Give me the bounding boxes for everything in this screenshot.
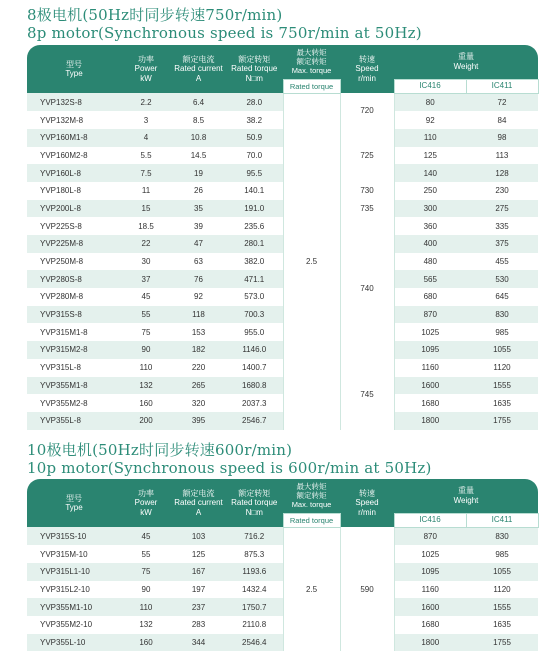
- current-cell: 320: [191, 398, 206, 408]
- model-cell: YVP132M-8: [40, 115, 84, 125]
- weight-ic416-cell: 870: [394, 527, 466, 545]
- current-cell: 14.5: [190, 150, 207, 160]
- power-cell: 45: [121, 527, 171, 545]
- model-cell: YVP355L-8: [27, 412, 121, 430]
- torque-cell: 191.0: [226, 200, 283, 218]
- model-cell: YVP355M2-8: [40, 398, 88, 408]
- power-cell: 2.2: [121, 93, 171, 111]
- weight-ic416-cell: 870: [394, 306, 466, 324]
- weight-ic416-cell: 80: [394, 93, 466, 111]
- weight-ic411-cell: 375: [466, 235, 538, 253]
- weight-ic411-cell: 985: [495, 327, 509, 337]
- torque-cell: 471.1: [226, 270, 283, 288]
- power-cell: 75: [121, 563, 171, 581]
- weight-ic411-cell: 645: [495, 292, 509, 302]
- power-cell: 55: [121, 306, 171, 324]
- torque-cell: 1750.7: [226, 598, 283, 616]
- table-row: [27, 270, 538, 288]
- weight-ic416-cell: 480: [423, 257, 437, 267]
- power-cell: 160: [121, 634, 171, 652]
- weight-ic411-cell: 830: [466, 527, 538, 545]
- weight-ic416-cell: 300: [394, 200, 466, 218]
- torque-cell: 2546.7: [226, 412, 283, 430]
- col-torque-header: 额定转矩 Rated torque N□m: [226, 45, 283, 93]
- torque-cell: 1146.0: [226, 341, 283, 359]
- current-cell: 8.5: [192, 115, 205, 125]
- model-cell: YVP355L-10: [27, 634, 121, 652]
- col-max-torque-header: 最大转矩 额定转矩 Max. torque: [283, 479, 340, 513]
- power-cell: 3: [143, 115, 149, 125]
- table-row: [27, 527, 538, 545]
- model-cell: YVP160L-8: [27, 164, 121, 182]
- current-cell: 182: [171, 341, 226, 359]
- table-row: [27, 129, 538, 147]
- weight-ic416-cell: 1095: [394, 341, 466, 359]
- torque-cell: 700.3: [226, 306, 283, 324]
- model-cell: YVP200L-8: [27, 200, 121, 218]
- table-row: [27, 217, 538, 235]
- model-cell: YVP315L2-10: [40, 584, 90, 594]
- weight-ic411-cell: 1755: [466, 412, 538, 430]
- col-type-header: 型号 Type: [27, 45, 121, 93]
- weight-ic416-cell: 250: [423, 186, 437, 196]
- model-cell: YVP280S-8: [27, 270, 121, 288]
- power-cell: 7.5: [121, 164, 171, 182]
- speed-cell: 735: [340, 200, 394, 218]
- weight-ic411-cell: 985: [495, 549, 509, 559]
- torque-cell: 573.0: [244, 292, 265, 302]
- torque-cell: 38.2: [246, 115, 263, 125]
- weight-ic416-cell: 125: [423, 150, 437, 160]
- col-weight-header: 重量 Weight: [394, 45, 538, 79]
- weight-ic416-cell: 140: [394, 164, 466, 182]
- weight-ic411-cell: 128: [466, 164, 538, 182]
- model-cell: YVP160M1-8: [27, 129, 121, 147]
- weight-ic416-cell: 565: [394, 270, 466, 288]
- col-torque-header: 额定转矩 Rated torque N□m: [226, 479, 283, 527]
- col-ic411-header: IC411: [466, 79, 538, 93]
- torque-cell: 70.0: [246, 150, 263, 160]
- current-cell: 92: [194, 292, 203, 302]
- table-row: [27, 598, 538, 616]
- torque-cell: 875.3: [244, 549, 265, 559]
- weight-ic416-cell: 110: [394, 129, 466, 147]
- weight-ic416-cell: 1025: [421, 549, 440, 559]
- weight-ic411-cell: 230: [495, 186, 509, 196]
- power-cell: 90: [121, 341, 171, 359]
- weight-ic416-cell: 1600: [394, 598, 466, 616]
- model-cell: YVP315S-10: [27, 527, 121, 545]
- weight-ic416-cell: 1095: [394, 563, 466, 581]
- current-cell: 125: [191, 549, 206, 559]
- power-cell: 15: [121, 200, 171, 218]
- power-cell: 160: [139, 398, 153, 408]
- power-cell: 5.5: [140, 150, 152, 160]
- max-torque-ratio-cell: 2.5: [283, 93, 340, 430]
- current-cell: 103: [171, 527, 226, 545]
- current-cell: 167: [171, 563, 226, 581]
- table-row: [27, 164, 538, 182]
- col-speed-header: 转速 Speed r/min: [340, 45, 394, 93]
- col-type-header: 型号 Type: [27, 479, 121, 527]
- weight-ic416-cell: 1680: [421, 398, 440, 408]
- table-row: [27, 323, 538, 341]
- col-rated-torque-subheader: Rated torque: [283, 79, 340, 93]
- col-ic416-header: IC416: [394, 79, 466, 93]
- model-cell: YVP132S-8: [27, 93, 121, 111]
- torque-cell: 1680.8: [226, 377, 283, 395]
- torque-cell: 2037.3: [242, 398, 267, 408]
- current-cell: 63: [194, 257, 203, 267]
- model-cell: YVP225M-8: [27, 235, 121, 253]
- torque-cell: 1432.4: [242, 584, 267, 594]
- model-cell: YVP355M1-10: [27, 598, 121, 616]
- power-cell: 132: [139, 620, 153, 630]
- current-cell: 10.8: [171, 129, 226, 147]
- model-cell: YVP160M2-8: [40, 150, 88, 160]
- weight-ic416-cell: 1025: [421, 327, 440, 337]
- current-cell: 39: [194, 221, 203, 231]
- torque-cell: 280.1: [226, 235, 283, 253]
- max-torque-ratio-cell: 2.5: [283, 527, 340, 651]
- motor-table-8p: [27, 45, 539, 430]
- weight-ic416-cell: 1160: [421, 584, 439, 594]
- current-cell: 220: [191, 363, 206, 373]
- table-row: [27, 394, 538, 412]
- table-row: [27, 581, 538, 599]
- power-cell: 22: [121, 235, 171, 253]
- speed-cell: 725: [340, 129, 394, 182]
- model-cell: YVP355M2-10: [40, 620, 93, 630]
- table-row: [27, 634, 538, 652]
- table-row: [27, 377, 538, 395]
- current-cell: 395: [171, 412, 226, 430]
- power-cell: 132: [121, 377, 171, 395]
- col-speed-header: 转速 Speed r/min: [340, 479, 394, 527]
- col-power-header: 功率 Power kW: [121, 45, 171, 93]
- weight-ic411-cell: 1120: [493, 363, 511, 373]
- current-cell: 76: [171, 270, 226, 288]
- weight-ic411-cell: 72: [466, 93, 538, 111]
- section-title-en: 8p motor(Synchronous speed is 750r/min at 50Hz): [27, 24, 422, 42]
- torque-cell: 50.9: [226, 129, 283, 147]
- current-cell: 26: [194, 186, 203, 196]
- table-row: [27, 253, 538, 271]
- current-cell: 265: [171, 377, 226, 395]
- power-cell: 37: [121, 270, 171, 288]
- power-cell: 11: [141, 186, 151, 196]
- section2-title-en: 10p motor(Synchronous speed is 600r/min at 50Hz): [27, 459, 432, 477]
- weight-ic416-cell: 400: [394, 235, 466, 253]
- model-cell: YVP225S-8: [40, 221, 82, 231]
- table-row: [27, 563, 538, 581]
- weight-ic416-cell: 1600: [394, 377, 466, 395]
- weight-ic411-cell: 1755: [466, 634, 538, 652]
- power-cell: 55: [141, 549, 151, 559]
- model-cell: YVP315L-8: [40, 363, 81, 373]
- weight-ic411-cell: 1055: [466, 341, 538, 359]
- torque-cell: 2546.4: [226, 634, 283, 652]
- col-power-header: 功率 Power kW: [121, 479, 171, 527]
- power-cell: 30: [141, 257, 151, 267]
- table-row: [27, 147, 538, 165]
- weight-ic416-cell: 680: [423, 292, 437, 302]
- current-cell: 47: [171, 235, 226, 253]
- speed-cell: 720: [340, 93, 394, 129]
- weight-ic411-cell: 1555: [466, 377, 538, 395]
- current-cell: 237: [171, 598, 226, 616]
- col-rated-torque-subheader: Rated torque: [283, 513, 340, 527]
- torque-cell: 2110.8: [242, 620, 267, 630]
- weight-ic416-cell: 1680: [421, 620, 440, 630]
- model-cell: YVP250M-8: [40, 257, 84, 267]
- table-row: [27, 111, 538, 129]
- weight-ic416-cell: 360: [423, 221, 437, 231]
- speed-cell: 740: [340, 217, 394, 359]
- torque-cell: 140.1: [244, 186, 265, 196]
- model-cell: YVP280M-8: [40, 292, 84, 302]
- model-cell: YVP180L-8: [40, 186, 81, 196]
- table-row: [27, 288, 538, 306]
- table-row: [27, 93, 538, 111]
- col-current-header: 额定电流 Rated current A: [171, 45, 226, 93]
- current-cell: 19: [171, 164, 226, 182]
- weight-ic411-cell: 1555: [466, 598, 538, 616]
- col-ic411-header: IC411: [466, 513, 538, 527]
- model-cell: YVP315S-8: [27, 306, 121, 324]
- weight-ic411-cell: 84: [497, 115, 507, 125]
- speed-cell: 590: [340, 527, 394, 651]
- table-row: [27, 359, 538, 377]
- table-row: [27, 235, 538, 253]
- power-cell: 4: [121, 129, 171, 147]
- weight-ic411-cell: 113: [495, 150, 509, 160]
- speed-cell: 730: [340, 182, 394, 200]
- section2-title-cn: 10极电机(50Hz时同步转速600r/min): [27, 441, 293, 459]
- power-cell: 45: [141, 292, 151, 302]
- weight-ic411-cell: 530: [466, 270, 538, 288]
- motor-table-10p: [27, 479, 539, 651]
- weight-ic411-cell: 830: [466, 306, 538, 324]
- torque-cell: 1193.6: [226, 563, 283, 581]
- torque-cell: 382.0: [244, 257, 265, 267]
- weight-ic411-cell: 98: [466, 129, 538, 147]
- power-cell: 18.5: [138, 221, 154, 231]
- power-cell: 110: [139, 363, 153, 373]
- table-row: [27, 306, 538, 324]
- power-cell: 200: [121, 412, 171, 430]
- torque-cell: 95.5: [226, 164, 283, 182]
- torque-cell: 28.0: [226, 93, 283, 111]
- weight-ic411-cell: 335: [495, 221, 509, 231]
- current-cell: 197: [191, 584, 206, 594]
- table-row: [27, 616, 538, 634]
- power-cell: 75: [141, 327, 151, 337]
- current-cell: 283: [191, 620, 206, 630]
- current-cell: 153: [191, 327, 206, 337]
- table-row: [27, 412, 538, 430]
- table-row: [27, 341, 538, 359]
- current-cell: 35: [171, 200, 226, 218]
- weight-ic416-cell: 1800: [394, 634, 466, 652]
- weight-ic416-cell: 92: [425, 115, 435, 125]
- weight-ic411-cell: 1055: [466, 563, 538, 581]
- model-cell: YVP315M2-8: [27, 341, 121, 359]
- speed-cell: 745: [340, 359, 394, 430]
- weight-ic416-cell: 1160: [421, 363, 439, 373]
- weight-ic411-cell: 275: [466, 200, 538, 218]
- col-weight-header: 重量 Weight: [394, 479, 538, 513]
- model-cell: YVP315L1-10: [27, 563, 121, 581]
- weight-ic411-cell: 1635: [493, 620, 511, 630]
- col-ic416-header: IC416: [394, 513, 466, 527]
- model-cell: YVP355M1-8: [27, 377, 121, 395]
- section-title-cn: 8极电机(50Hz时同步转速750r/min): [27, 6, 283, 24]
- current-cell: 6.4: [171, 93, 226, 111]
- col-current-header: 额定电流 Rated current A: [171, 479, 226, 527]
- torque-cell: 716.2: [226, 527, 283, 545]
- table-row: [27, 200, 538, 218]
- torque-cell: 235.6: [244, 221, 265, 231]
- model-cell: YVP315M-10: [40, 549, 88, 559]
- torque-cell: 1400.7: [242, 363, 267, 373]
- col-max-torque-header: 最大转矩 额定转矩 Max. torque: [283, 45, 340, 79]
- table-row: [27, 182, 538, 200]
- power-cell: 110: [121, 598, 171, 616]
- torque-cell: 955.0: [244, 327, 265, 337]
- power-cell: 90: [141, 584, 151, 594]
- current-cell: 344: [171, 634, 226, 652]
- weight-ic411-cell: 455: [495, 257, 509, 267]
- weight-ic411-cell: 1120: [493, 584, 511, 594]
- table-row: [27, 545, 538, 563]
- weight-ic416-cell: 1800: [394, 412, 466, 430]
- model-cell: YVP315M1-8: [40, 327, 88, 337]
- weight-ic411-cell: 1635: [493, 398, 511, 408]
- current-cell: 118: [171, 306, 226, 324]
